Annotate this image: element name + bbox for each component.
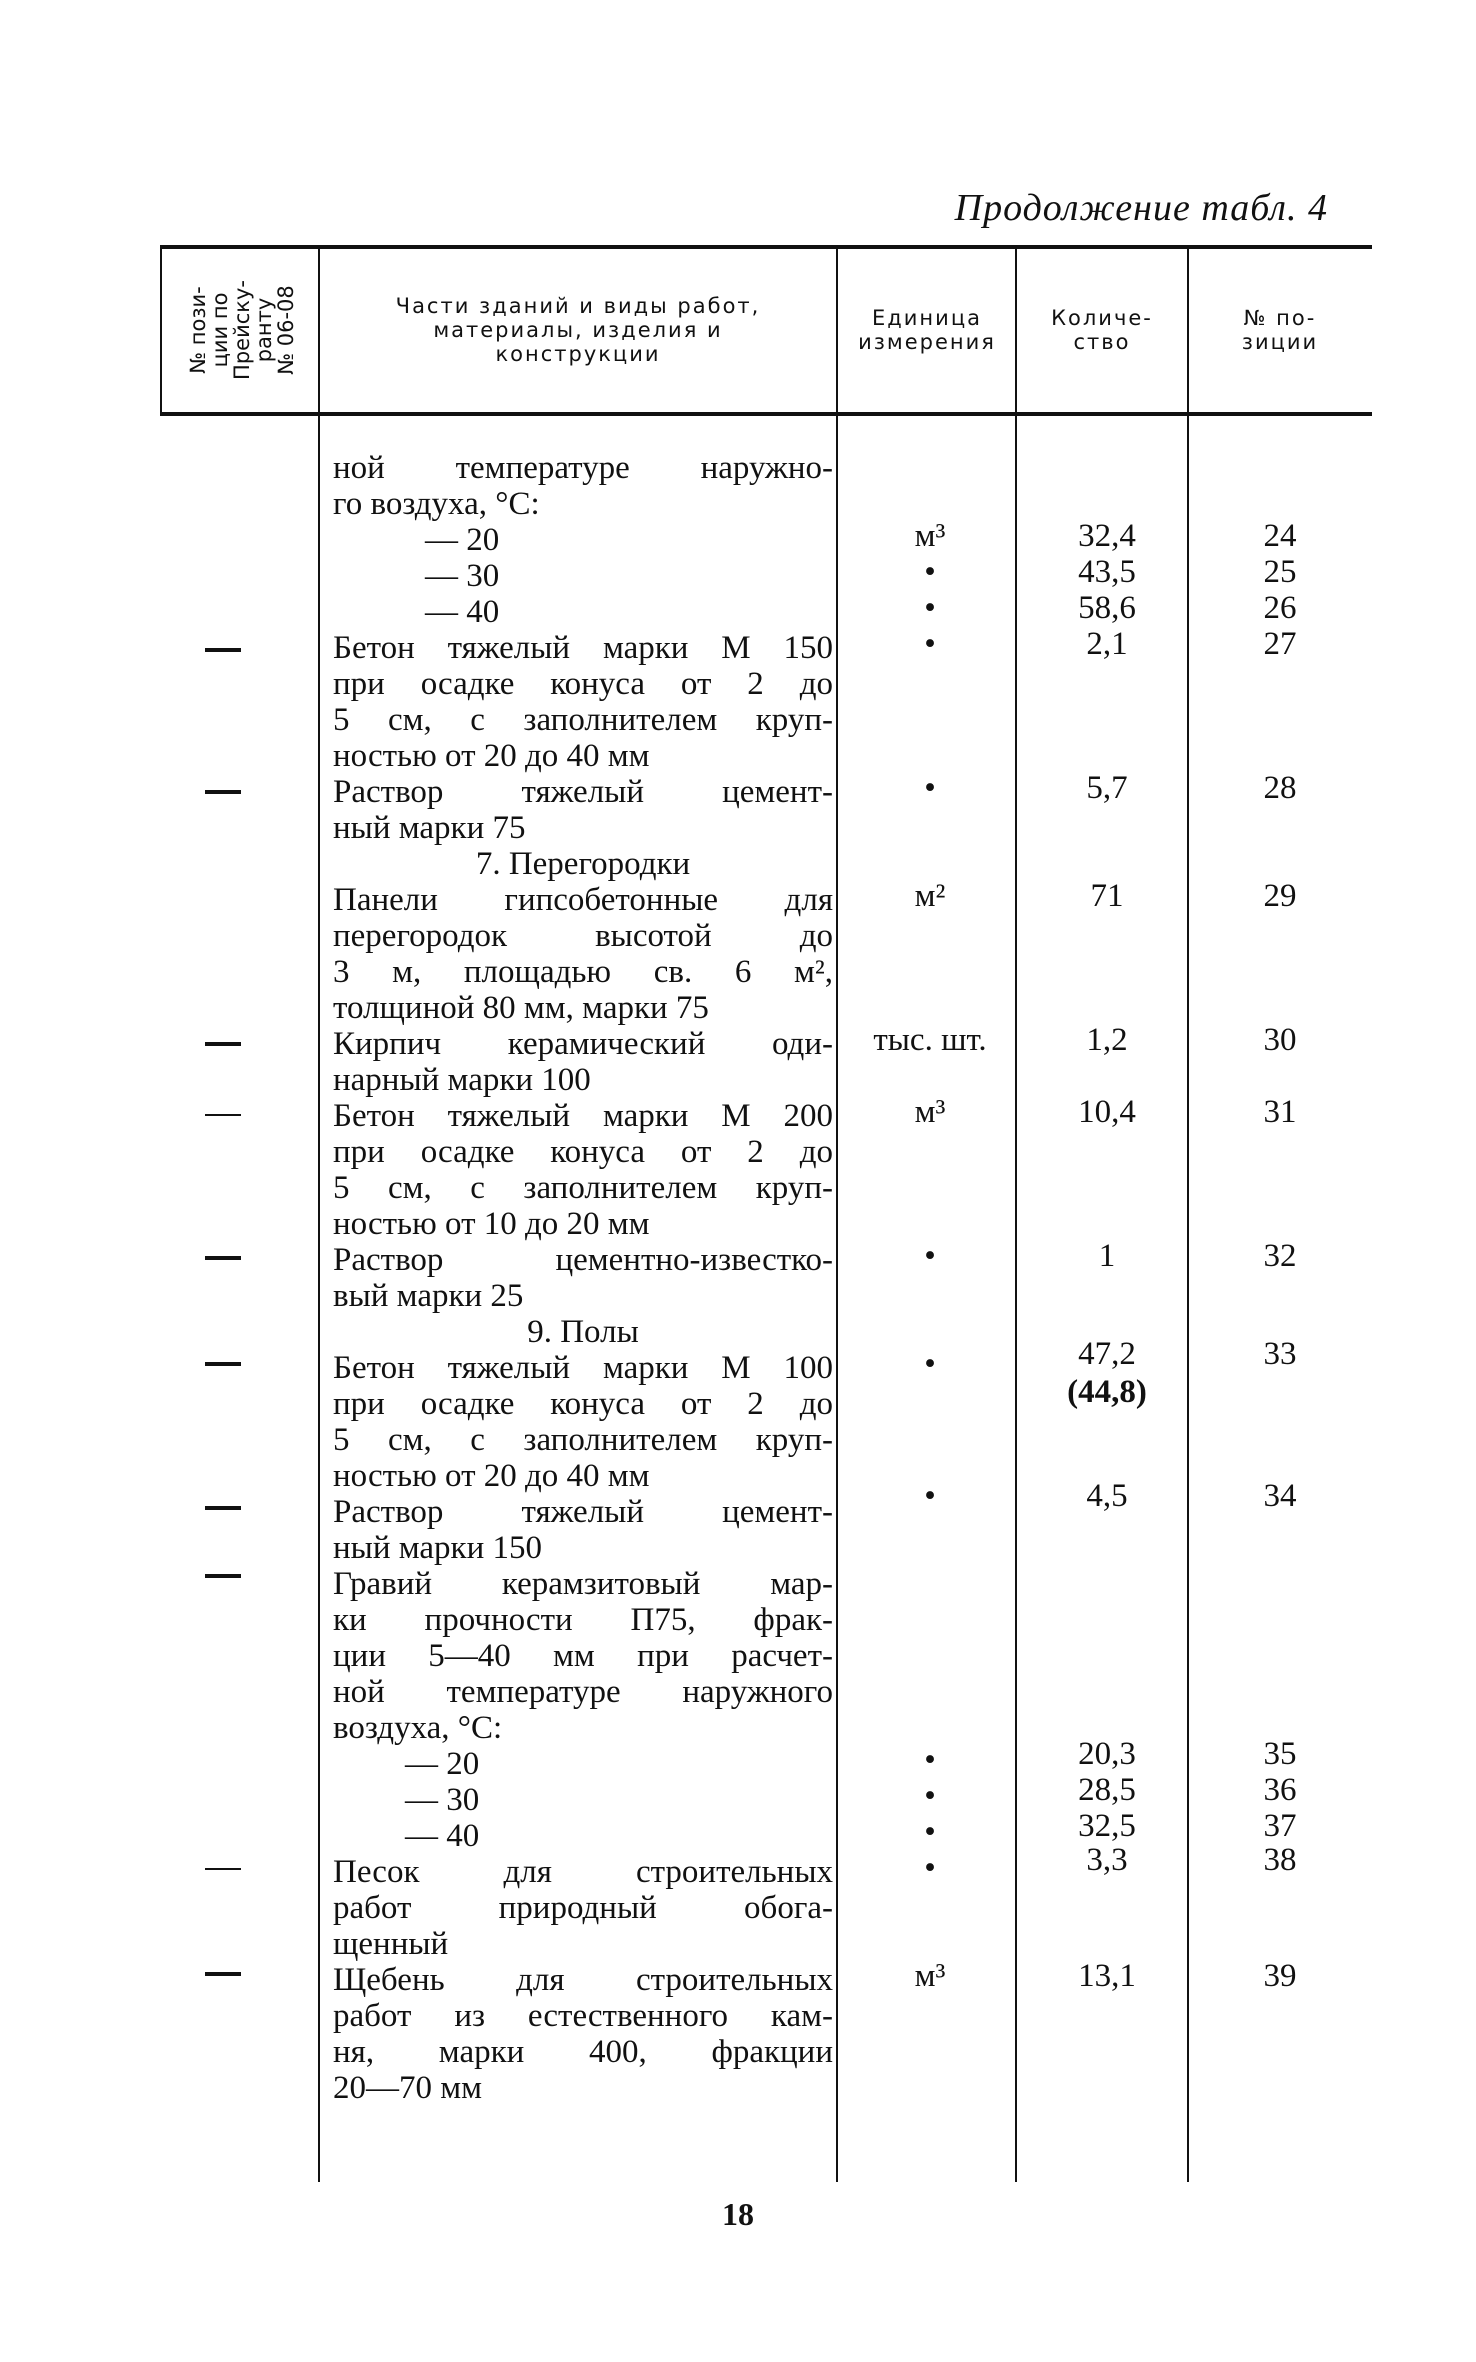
position-cell: 28: [1263, 770, 1297, 806]
quantity-cell: 13,1: [1078, 1958, 1136, 1994]
position-dash: [205, 1574, 241, 1578]
unit-cell: •: [924, 770, 936, 806]
quantity-cell: 43,5: [1078, 554, 1136, 590]
row-text: Бетон тяжелый марки М 200: [333, 1098, 833, 1134]
quantity-cell: 32,4: [1078, 518, 1136, 554]
column-divider-1: [318, 247, 320, 2182]
column-divider-2: [836, 247, 838, 2182]
quantity-cell: 20,3: [1078, 1736, 1136, 1772]
row-text: ной температуре наружно-: [333, 450, 833, 486]
position-dash: [205, 648, 241, 652]
quantity-cell: 5,7: [1086, 770, 1128, 806]
quantity-cell-alt: (44,8): [1067, 1374, 1147, 1410]
row-text: Кирпич керамический оди-: [333, 1026, 833, 1062]
row-text: нарный марки 100: [333, 1062, 591, 1098]
position-cell: 35: [1263, 1736, 1297, 1772]
row-text: ный марки 150: [333, 1530, 542, 1566]
quantity-cell: 1,2: [1086, 1022, 1128, 1058]
row-text: — 30: [405, 1782, 480, 1818]
row-text: Раствор цементно-известко-: [333, 1242, 833, 1278]
position-dash: [205, 1868, 241, 1870]
position-cell: 30: [1263, 1022, 1297, 1058]
position-cell: 36: [1263, 1772, 1297, 1808]
table-top-rule: [160, 245, 1372, 249]
quantity-cell: 2,1: [1086, 626, 1128, 662]
row-text: 3 м, площадью св. 6 м²,: [333, 954, 833, 990]
quantity-cell: 4,5: [1086, 1478, 1128, 1514]
quantity-cell: 10,4: [1078, 1094, 1136, 1130]
position-dash: [205, 1114, 241, 1116]
position-cell: 29: [1263, 878, 1297, 914]
row-text: толщиной 80 мм, марки 75: [333, 990, 709, 1026]
row-text: — 40: [405, 1818, 480, 1854]
row-text: 5 см, с заполнителем круп-: [333, 702, 833, 738]
row-text: Раствор тяжелый цемент-: [333, 1494, 833, 1530]
position-cell: 37: [1263, 1808, 1297, 1844]
position-dash: [205, 1042, 241, 1046]
row-text: Бетон тяжелый марки М 100: [333, 1350, 833, 1386]
table-header-rule: [160, 412, 1372, 416]
row-text: при осадке конуса от 2 до: [333, 1386, 833, 1422]
row-text: Раствор тяжелый цемент-: [333, 774, 833, 810]
row-text: — 30: [425, 558, 500, 594]
unit-cell: •: [924, 590, 936, 626]
header-unit: Единица измерения: [858, 306, 996, 354]
quantity-cell: 28,5: [1078, 1772, 1136, 1808]
unit-cell: м³: [914, 518, 946, 554]
quantity-cell: 47,2: [1078, 1336, 1136, 1372]
row-text: — 20: [425, 522, 500, 558]
unit-cell: •: [924, 1814, 936, 1850]
row-text: 20—70 мм: [333, 2070, 483, 2106]
unit-cell: •: [924, 1778, 936, 1814]
position-cell: 27: [1263, 626, 1297, 662]
row-text: ня, марки 400, фракции: [333, 2034, 833, 2070]
row-text: ной температуре наружного: [333, 1674, 833, 1710]
quantity-cell: 1: [1098, 1238, 1116, 1274]
position-dash: [205, 1362, 241, 1366]
position-cell: 31: [1263, 1094, 1297, 1130]
unit-cell: м²: [914, 878, 946, 914]
row-text: работ из естественного кам-: [333, 1998, 833, 2034]
position-cell: 26: [1263, 590, 1297, 626]
row-text: Бетон тяжелый марки М 150: [333, 630, 833, 666]
row-text: Щебень для строительных: [333, 1962, 833, 1998]
header-position: № по- зиции: [1241, 306, 1319, 354]
header-position-number-label: № пози- ции по Прейску- ранту № 06-08: [186, 280, 298, 380]
position-cell: 33: [1263, 1336, 1297, 1372]
row-text: 5 см, с заполнителем круп-: [333, 1170, 833, 1206]
unit-cell: •: [924, 1478, 936, 1514]
unit-cell: •: [924, 1346, 936, 1382]
page-number: 18: [722, 2196, 754, 2232]
unit-cell: м³: [914, 1958, 946, 1994]
unit-cell: •: [924, 554, 936, 590]
position-cell: 38: [1263, 1842, 1297, 1878]
row-text: ки прочности П75, фрак-: [333, 1602, 833, 1638]
row-text: Гравий керамзитовый мар-: [333, 1566, 833, 1602]
row-text: ции 5—40 мм при расчет-: [333, 1638, 833, 1674]
quantity-cell: 58,6: [1078, 590, 1136, 626]
unit-cell: тыс. шт.: [873, 1022, 987, 1058]
unit-cell: •: [924, 1238, 936, 1274]
quantity-cell: 32,5: [1078, 1808, 1136, 1844]
section-heading: 9. Полы: [527, 1314, 639, 1350]
row-text: работ природный обога-: [333, 1890, 833, 1926]
row-text: при осадке конуса от 2 до: [333, 666, 833, 702]
position-cell: 39: [1263, 1958, 1297, 1994]
row-text: щенный: [333, 1926, 449, 1962]
row-text: при осадке конуса от 2 до: [333, 1134, 833, 1170]
unit-cell: •: [924, 1850, 936, 1886]
unit-cell: •: [924, 626, 936, 662]
position-cell: 32: [1263, 1238, 1297, 1274]
row-text: 5 см, с заполнителем круп-: [333, 1422, 833, 1458]
quantity-cell: 3,3: [1086, 1842, 1128, 1878]
position-dash: [205, 1972, 241, 1976]
section-heading: 7. Перегородки: [475, 846, 691, 882]
row-text: — 20: [405, 1746, 480, 1782]
quantity-cell: 71: [1090, 878, 1124, 914]
unit-cell: м³: [914, 1094, 946, 1130]
row-text: вый марки 25: [333, 1278, 524, 1314]
row-text: ностью от 10 до 20 мм: [333, 1206, 650, 1242]
row-text: воздуха, °С:: [333, 1710, 503, 1746]
header-description: Части зданий и виды работ, материалы, изделия и конструкции: [395, 294, 761, 366]
position-dash: [205, 1506, 241, 1510]
position-dash: [205, 790, 241, 794]
row-text: го воздуха, °С:: [333, 486, 540, 522]
row-text: Панели гипсобетонные для: [333, 882, 833, 918]
unit-cell: •: [924, 1742, 936, 1778]
row-text: Песок для строительных: [333, 1854, 833, 1890]
position-cell: 34: [1263, 1478, 1297, 1514]
row-text: ностью от 20 до 40 мм: [333, 738, 650, 774]
row-text: ностью от 20 до 40 мм: [333, 1458, 650, 1494]
header-quantity: Количе- ство: [1051, 306, 1153, 354]
header-position-number: [162, 250, 322, 410]
row-text: перегородок высотой до: [333, 918, 833, 954]
position-dash: [205, 1256, 241, 1260]
position-cell: 25: [1263, 554, 1297, 590]
table-continuation-title: Продолжение табл. 4: [954, 187, 1328, 229]
row-text: ный марки 75: [333, 810, 526, 846]
row-text: — 40: [425, 594, 500, 630]
position-cell: 24: [1263, 518, 1297, 554]
